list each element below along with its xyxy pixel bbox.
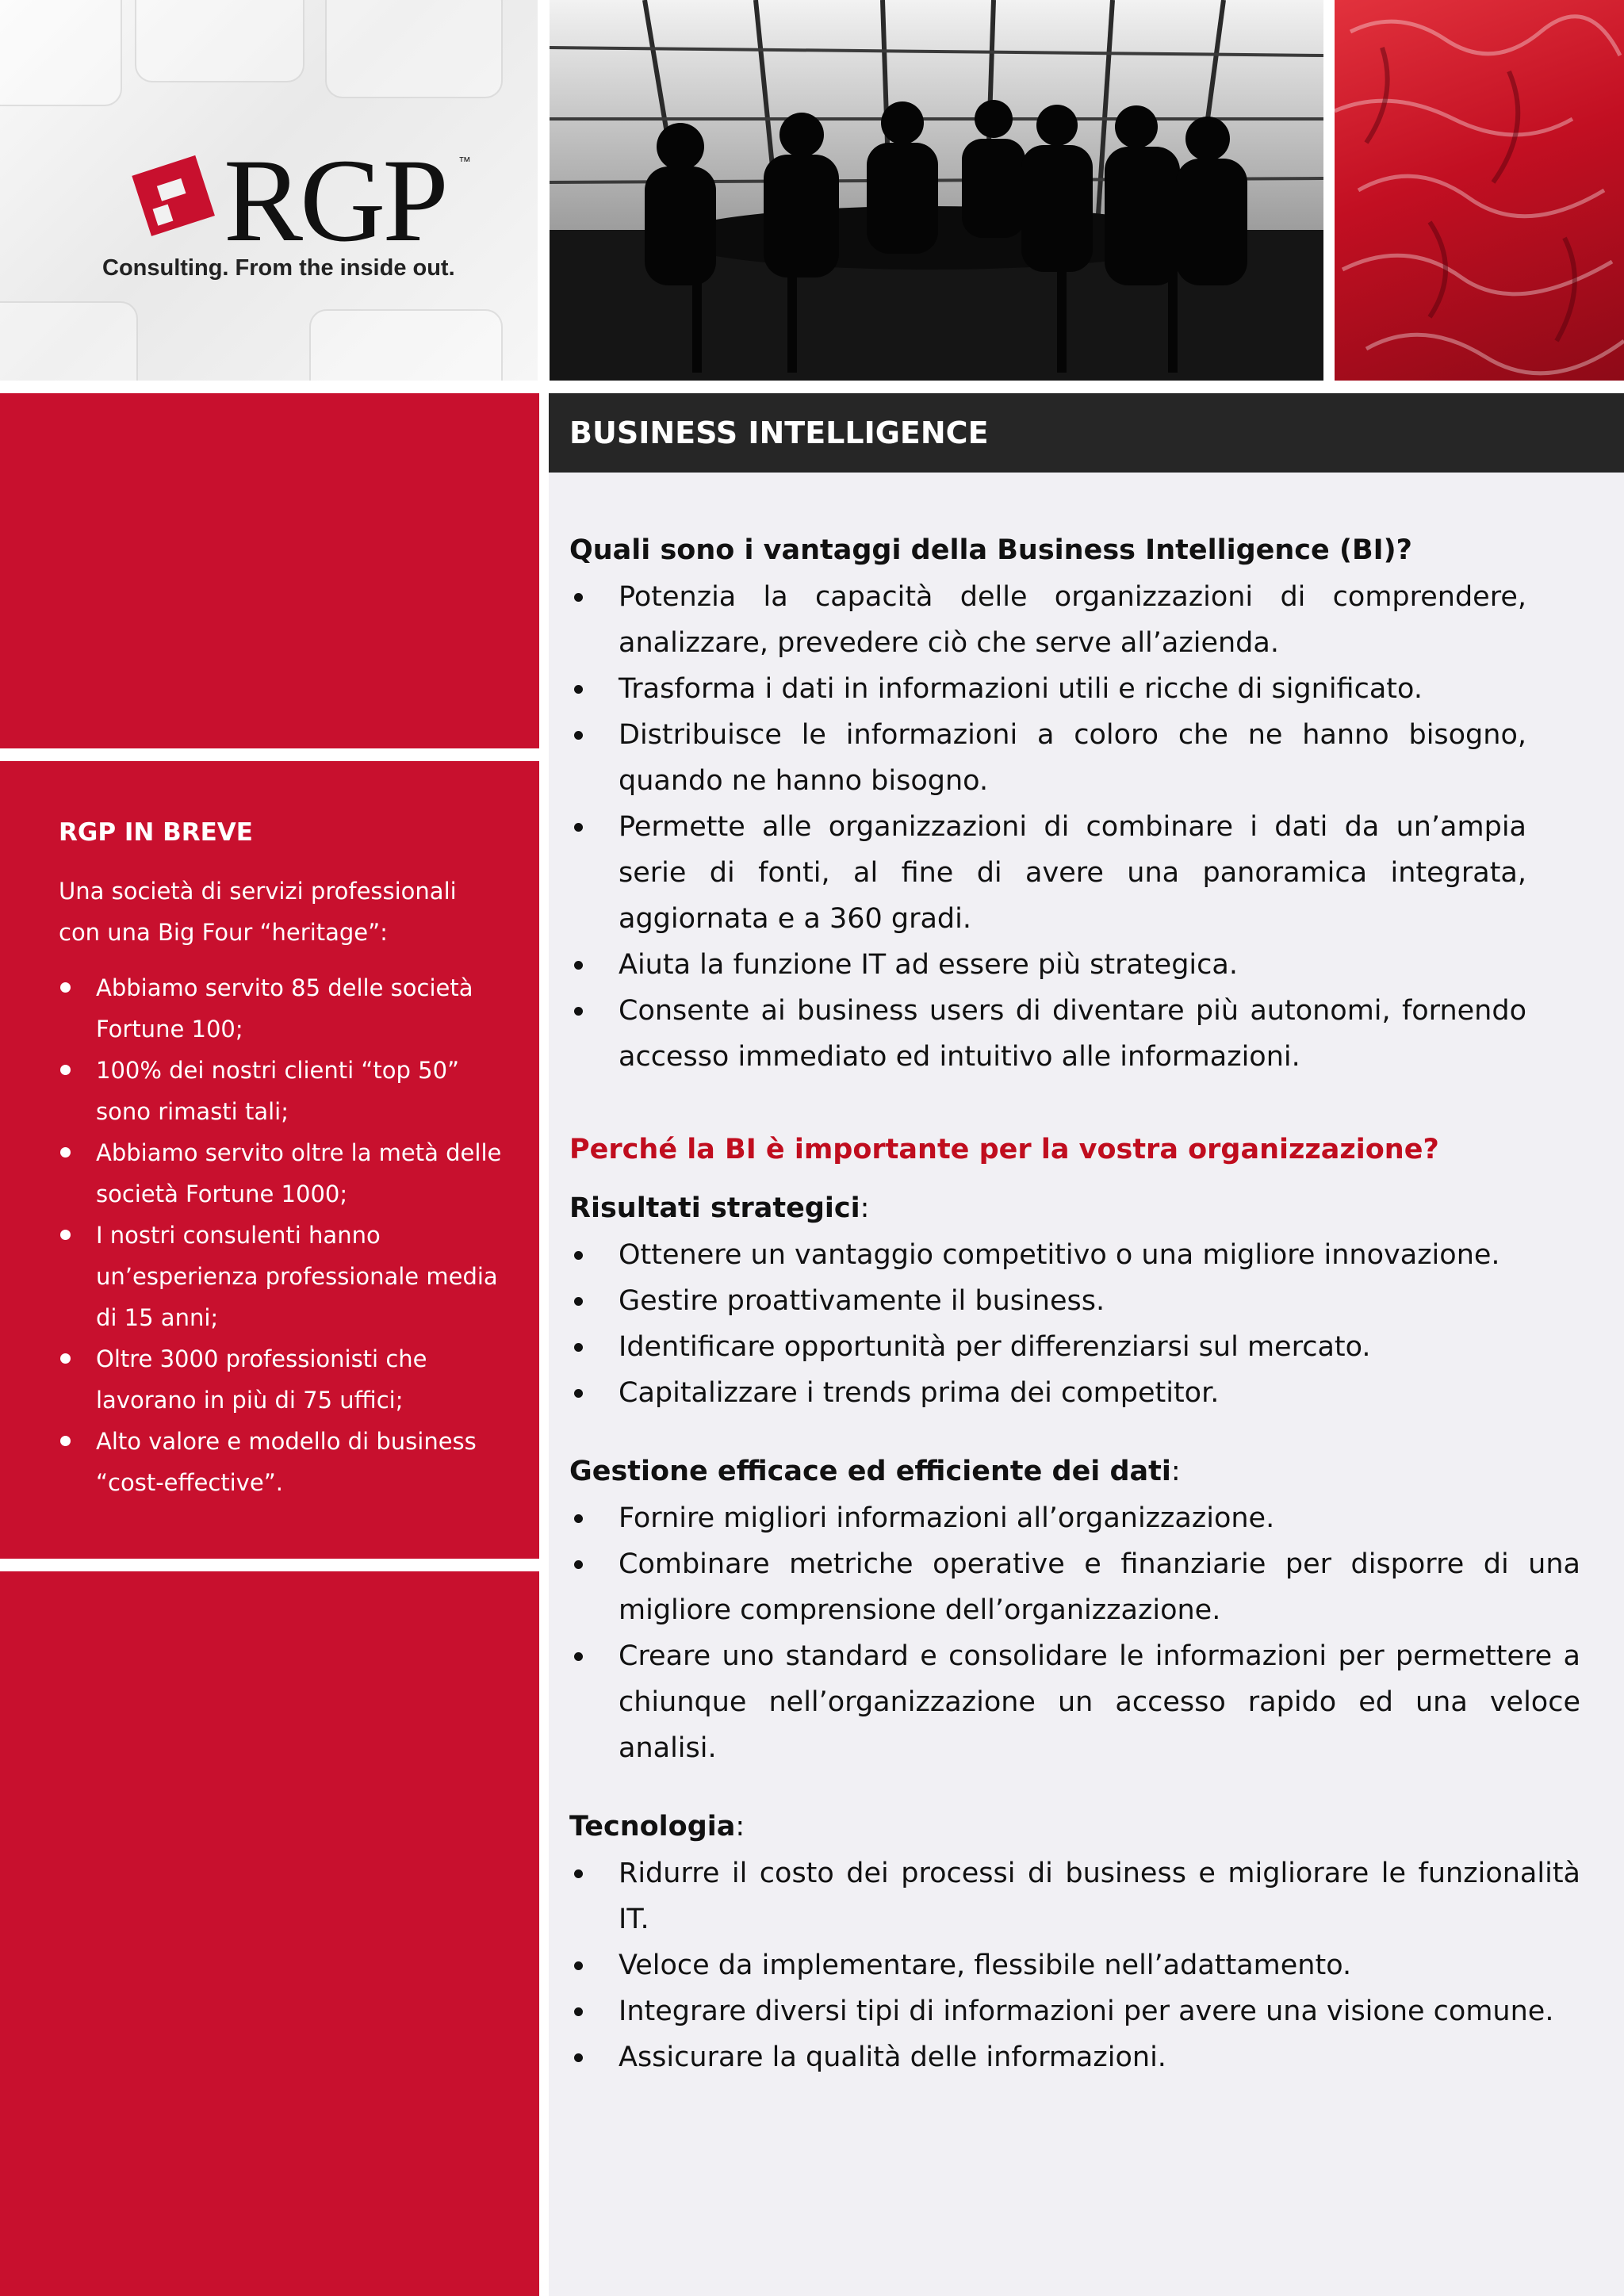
list-item: Capitalizzare i trends prima dei competitor. <box>569 1370 1580 1416</box>
brand-name: RGP <box>224 135 446 266</box>
strategic-results-label <box>569 1188 1580 1229</box>
list-item: Ridurre il costo dei processi di business e migliorare le funzionalità IT. <box>569 1850 1580 1942</box>
technology-label <box>569 1806 1580 1847</box>
group-label-suffix: : <box>860 1192 870 1224</box>
list-item: Consente ai business users di diventare più autonomi, fornendo accesso immediato ed intuitivo alle informazioni. <box>569 988 1526 1080</box>
list-item: Abbiamo servito 85 delle società Fortune 100; <box>59 967 519 1050</box>
left-red-block-top <box>0 393 539 748</box>
list-item: Permette alle organizzazioni di combinare i dati da un’ampia serie di fonti, al fine di avere una panoramica integrata, aggiornata e a 360 gradi. <box>569 804 1526 942</box>
list-item: Creare uno standard e consolidare le informazioni per permettere a chiunque nell’organizzazione un accesso rapido ed una veloce analisi. <box>569 1633 1580 1771</box>
list-item: I nostri consulenti hanno un’esperienza professionale media di 15 anni; <box>59 1215 519 1338</box>
list-item: Assicurare la qualità delle informazioni. <box>569 2034 1580 2080</box>
list-item: Potenzia la capacità delle organizzazioni di comprendere, analizzare, prevedere ciò che serve all’azienda. <box>569 574 1526 666</box>
list-item: Distribuisce le informazioni a coloro che ne hanno bisogno, quando ne hanno bisogno. <box>569 712 1526 804</box>
list-item: Trasforma i dati in informazioni utili e ricche di significato. <box>569 666 1526 712</box>
rgp-logo-icon <box>125 147 220 242</box>
list-item: Gestire proattivamente il business. <box>569 1278 1580 1324</box>
technology-list <box>569 1850 1580 2080</box>
list-item: Aiuta la funzione IT ad essere più strategica. <box>569 942 1526 988</box>
trademark-mark: ™ <box>458 155 471 169</box>
list-item: Integrare diversi tipi di informazioni per avere una visione comune. <box>569 1988 1580 2034</box>
puzzle-piece-decoration <box>325 0 503 98</box>
group-label: Tecnologia <box>569 1811 736 1843</box>
section-title: BUSINESS INTELLIGENCE <box>569 415 989 450</box>
left-red-block-bottom <box>0 1571 539 2296</box>
data-management-list <box>569 1495 1580 1771</box>
data-management-label <box>569 1451 1580 1492</box>
puzzle-piece-decoration <box>0 0 122 106</box>
main-content <box>569 530 1580 2080</box>
benefits-heading: Quali sono i vantaggi della Business Intelligence (BI)? <box>569 534 1412 566</box>
logo-panel <box>0 0 538 381</box>
list-item: 100% dei nostri clienti “top 50” sono rimasti tali; <box>59 1050 519 1132</box>
group-label-suffix: : <box>1170 1456 1181 1487</box>
list-item: Identificare opportunità per differenziarsi sul mercato. <box>569 1324 1580 1370</box>
group-label: Gestione efficace ed efficiente dei dati <box>569 1456 1171 1487</box>
list-item: Combinare metriche operative e finanziarie per disporre di una migliore comprensione dell’organizzazione. <box>569 1541 1580 1633</box>
list-item: Ottenere un vantaggio competitivo o una migliore innovazione. <box>569 1232 1580 1278</box>
meeting-silhouette-image <box>550 0 1323 381</box>
sidebar-title: RGP IN BREVE <box>59 818 253 847</box>
puzzle-piece-decoration <box>0 301 138 381</box>
benefits-list <box>569 574 1526 1080</box>
list-item: Veloce da implementare, flessibile nell’adattamento. <box>569 1942 1580 1988</box>
list-item: Oltre 3000 professionisti che lavorano in più di 75 uffici; <box>59 1338 519 1421</box>
importance-heading: Perché la BI è importante per la vostra organizzazione? <box>569 1134 1439 1165</box>
puzzle-texture-image <box>1335 0 1624 381</box>
group-label: Risultati strategici <box>569 1192 860 1224</box>
strategic-results-list <box>569 1232 1580 1416</box>
puzzle-piece-decoration <box>135 0 304 82</box>
sidebar-list <box>59 967 519 1503</box>
sidebar-intro: Una società di servizi professionali con una Big Four “heritage”: <box>59 878 457 946</box>
list-item: Alto valore e modello di business “cost-effective”. <box>59 1421 519 1503</box>
meeting-photo <box>550 0 1323 381</box>
section-header <box>549 393 1624 473</box>
brand-tagline: Consulting. From the inside out. <box>102 255 455 281</box>
list-item: Abbiamo servito oltre la metà delle società Fortune 1000; <box>59 1132 519 1215</box>
puzzle-piece-decoration <box>309 309 503 381</box>
list-item: Fornire migliori informazioni all’organizzazione. <box>569 1495 1580 1541</box>
group-label-suffix: : <box>735 1811 745 1843</box>
red-puzzle-image <box>1335 0 1624 381</box>
